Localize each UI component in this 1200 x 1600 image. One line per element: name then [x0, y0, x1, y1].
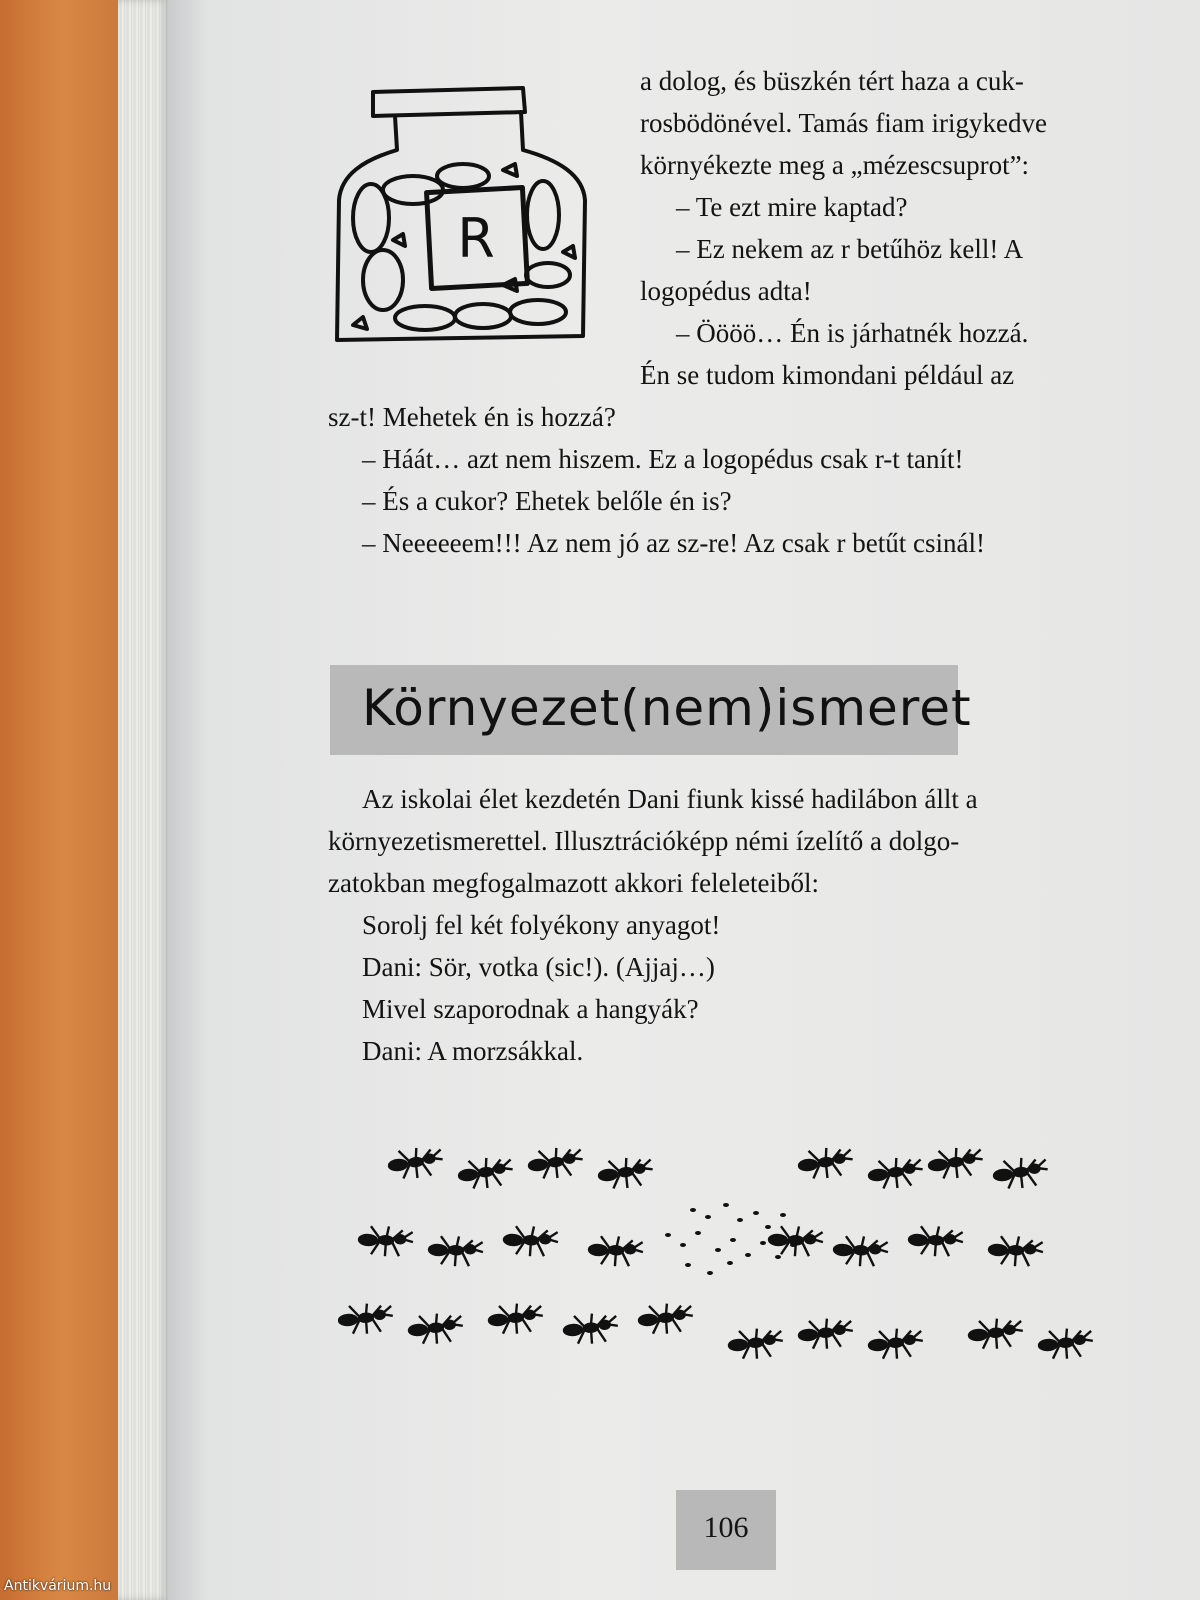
book-page	[168, 0, 1200, 1600]
ant-drawing	[992, 1155, 1049, 1190]
section-heading: Környezet(nem)ismeret	[362, 679, 972, 737]
text-line: – Háát… azt nem hiszem. Ez a logopédus csak r-t tanít!	[362, 444, 964, 474]
text-line: környékezte meg a „mézescsuprot”:	[640, 150, 1030, 180]
ant-drawing	[488, 1302, 544, 1336]
crumb-drawing	[705, 1215, 711, 1219]
page-number: 106	[703, 1511, 749, 1544]
ant-drawing	[867, 1155, 924, 1190]
crumb-drawing	[753, 1211, 759, 1215]
text-line: Dani: Sör, votka (sic!). (Ajjaj…)	[362, 952, 715, 982]
crumb-drawing	[775, 1255, 781, 1259]
text-line: Mivel szaporodnak a hangyák?	[362, 994, 699, 1024]
ant-drawing	[597, 1155, 654, 1190]
text-line: – Ez nekem az r betűhöz kell! A	[676, 234, 1024, 264]
text-line: környezetismerettel. Illusztrációképp némi ízelítő a dolgo-	[328, 826, 960, 856]
ant-drawing	[927, 1145, 984, 1180]
ant-drawing	[457, 1155, 514, 1190]
ant-drawing	[868, 1327, 924, 1361]
crumb-drawing	[723, 1203, 729, 1207]
crumb-drawing	[685, 1263, 691, 1267]
text-line: sz-t! Mehetek én is hozzá?	[328, 402, 616, 432]
ant-drawing	[358, 1224, 414, 1258]
crumb-drawing	[730, 1238, 736, 1242]
crumb-drawing	[765, 1225, 771, 1229]
ant-drawing	[988, 1234, 1044, 1268]
desk-background	[0, 0, 135, 1600]
watermark-text: Antikvárium.hu	[4, 1578, 112, 1594]
text-line: a dolog, és büszkén tért haza a cuk-	[640, 66, 1024, 96]
crumb-drawing	[780, 1213, 786, 1217]
text-line: Dani: A morzsákkal.	[362, 1036, 584, 1066]
ant-drawing	[503, 1224, 559, 1258]
crumb-drawing	[665, 1233, 671, 1237]
section-heading-box	[330, 665, 972, 755]
crumb-drawing	[715, 1248, 721, 1252]
crumb-drawing	[745, 1253, 751, 1257]
crumb-drawing	[760, 1241, 766, 1245]
ant-drawing	[638, 1302, 694, 1336]
candy-jar-illustration	[333, 80, 593, 350]
ant-drawing	[1038, 1327, 1094, 1361]
text-line: zatokban megfogalmazott akkori feleleteiből:	[328, 868, 820, 898]
ant-drawing	[968, 1317, 1024, 1351]
crumb-drawing	[680, 1243, 686, 1247]
crumb-drawing	[727, 1261, 733, 1265]
ant-drawing	[338, 1302, 394, 1336]
crumb-drawing	[737, 1218, 743, 1222]
ant-drawing	[428, 1234, 484, 1268]
book-page-edges	[118, 0, 170, 1600]
ants-illustration	[338, 1145, 1118, 1405]
ant-drawing	[768, 1224, 824, 1258]
text-line: Én se tudom kimondani például az	[640, 360, 1015, 390]
ant-drawing	[798, 1317, 854, 1351]
crumb-drawing	[695, 1231, 701, 1235]
text-line: – Te ezt mire kaptad?	[676, 192, 908, 222]
crumb-drawing	[690, 1208, 696, 1212]
ant-drawing	[908, 1224, 964, 1258]
text-line: – Neeeeeem!!! Az nem jó az sz-re! Az csak r betűt csinál!	[362, 528, 985, 558]
ant-drawing	[527, 1145, 584, 1180]
ant-drawing	[728, 1327, 784, 1361]
text-line: rosbödönével. Tamás fiam irigykedve	[640, 108, 1048, 138]
text-line: Az iskolai élet kezdetén Dani fiunk kissé hadilábon állt a	[362, 784, 978, 814]
ant-drawing	[797, 1145, 854, 1180]
crumb-drawing	[790, 1243, 796, 1247]
ant-drawing	[387, 1145, 444, 1180]
page-number-box	[676, 1490, 776, 1570]
ant-drawing	[588, 1234, 644, 1268]
ant-drawing	[833, 1234, 889, 1268]
crumb-drawing	[707, 1271, 713, 1275]
text-line: – Öööö… Én is járhatnék hozzá.	[676, 318, 1029, 348]
text-line: – És a cukor? Ehetek belőle én is?	[362, 486, 732, 516]
text-line: logopédus adta!	[640, 276, 812, 306]
text-line: Sorolj fel két folyékony anyagot!	[362, 910, 721, 940]
jar-label: R	[457, 207, 495, 270]
ant-drawing	[563, 1312, 619, 1346]
ant-drawing	[408, 1312, 464, 1346]
